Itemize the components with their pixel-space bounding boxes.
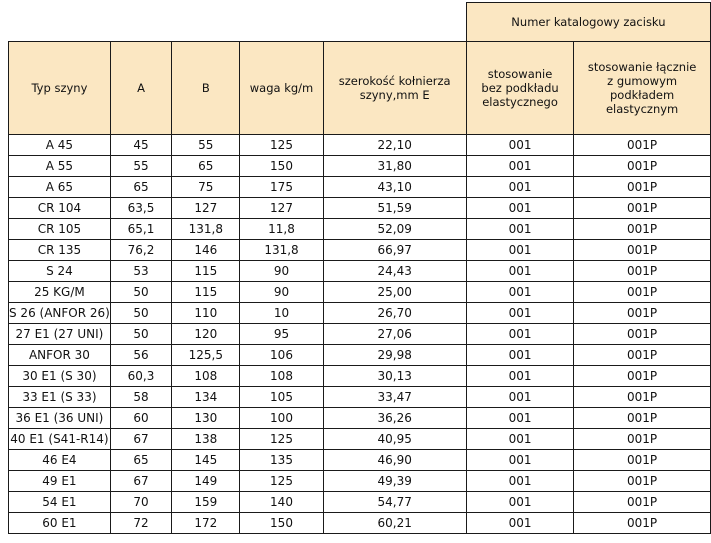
weight-cell: 125 bbox=[240, 135, 323, 156]
flange-width-cell: 49,39 bbox=[323, 471, 466, 492]
col-header-flange-width: szerokość kołnierza szyny,mm E bbox=[323, 42, 466, 135]
catalog-no-pad-cell: 001 bbox=[466, 177, 573, 198]
rail-type-cell: 40 E1 (S41-R14) bbox=[9, 429, 111, 450]
table-row bbox=[9, 366, 711, 387]
a-cell: 50 bbox=[110, 303, 171, 324]
catalog-rubber-pad-cell: 001P bbox=[574, 177, 711, 198]
rail-type-cell: 36 E1 (36 UNI) bbox=[9, 408, 111, 429]
table-row bbox=[9, 261, 711, 282]
catalog-no-pad-cell: 001 bbox=[466, 450, 573, 471]
a-cell: 67 bbox=[110, 429, 171, 450]
catalog-no-pad-cell: 001 bbox=[466, 135, 573, 156]
b-cell: 115 bbox=[172, 282, 240, 303]
rail-type-cell: 27 E1 (27 UNI) bbox=[9, 324, 111, 345]
flange-width-cell: 24,43 bbox=[323, 261, 466, 282]
flange-width-cell: 51,59 bbox=[323, 198, 466, 219]
rail-type-cell: 46 E4 bbox=[9, 450, 111, 471]
weight-cell: 90 bbox=[240, 282, 323, 303]
catalog-number-group-header: Numer katalogowy zacisku bbox=[466, 3, 710, 42]
col-header-weight: waga kg/m bbox=[240, 42, 323, 135]
weight-cell: 127 bbox=[240, 198, 323, 219]
weight-cell: 10 bbox=[240, 303, 323, 324]
b-cell: 115 bbox=[172, 261, 240, 282]
weight-cell: 100 bbox=[240, 408, 323, 429]
flange-width-cell: 30,13 bbox=[323, 366, 466, 387]
b-cell: 146 bbox=[172, 240, 240, 261]
flange-width-cell: 33,47 bbox=[323, 387, 466, 408]
a-cell: 70 bbox=[110, 492, 171, 513]
catalog-rubber-pad-cell: 001P bbox=[574, 366, 711, 387]
catalog-no-pad-cell: 001 bbox=[466, 387, 573, 408]
flange-width-cell: 22,10 bbox=[323, 135, 466, 156]
catalog-no-pad-cell: 001 bbox=[466, 366, 573, 387]
a-cell: 56 bbox=[110, 345, 171, 366]
catalog-rubber-pad-cell: 001P bbox=[574, 513, 711, 534]
b-cell: 127 bbox=[172, 198, 240, 219]
flange-width-cell: 25,00 bbox=[323, 282, 466, 303]
rail-type-cell: CR 105 bbox=[9, 219, 111, 240]
catalog-rubber-pad-cell: 001P bbox=[574, 387, 711, 408]
b-cell: 172 bbox=[172, 513, 240, 534]
rail-type-cell: 33 E1 (S 33) bbox=[9, 387, 111, 408]
a-cell: 67 bbox=[110, 471, 171, 492]
weight-cell: 140 bbox=[240, 492, 323, 513]
flange-width-cell: 66,97 bbox=[323, 240, 466, 261]
catalog-rubber-pad-cell: 001P bbox=[574, 135, 711, 156]
catalog-rubber-pad-cell: 001P bbox=[574, 450, 711, 471]
flange-width-cell: 46,90 bbox=[323, 450, 466, 471]
table-row bbox=[9, 240, 711, 261]
catalog-no-pad-cell: 001 bbox=[466, 240, 573, 261]
weight-cell: 105 bbox=[240, 387, 323, 408]
weight-cell: 108 bbox=[240, 366, 323, 387]
b-cell: 110 bbox=[172, 303, 240, 324]
a-cell: 50 bbox=[110, 324, 171, 345]
rail-type-cell: S 26 (ANFOR 26) bbox=[9, 303, 111, 324]
rail-type-cell: 30 E1 (S 30) bbox=[9, 366, 111, 387]
catalog-rubber-pad-cell: 001P bbox=[574, 156, 711, 177]
table-row bbox=[9, 135, 711, 156]
catalog-no-pad-cell: 001 bbox=[466, 282, 573, 303]
rail-type-cell: 25 KG/M bbox=[9, 282, 111, 303]
weight-cell: 150 bbox=[240, 156, 323, 177]
header-spacer bbox=[9, 3, 467, 42]
catalog-rubber-pad-cell: 001P bbox=[574, 240, 711, 261]
table-row bbox=[9, 387, 711, 408]
flange-width-cell: 54,77 bbox=[323, 492, 466, 513]
catalog-no-pad-cell: 001 bbox=[466, 198, 573, 219]
catalog-rubber-pad-cell: 001P bbox=[574, 408, 711, 429]
b-cell: 65 bbox=[172, 156, 240, 177]
table-body bbox=[9, 135, 711, 534]
weight-cell: 11,8 bbox=[240, 219, 323, 240]
catalog-rubber-pad-cell: 001P bbox=[574, 324, 711, 345]
weight-cell: 150 bbox=[240, 513, 323, 534]
catalog-rubber-pad-cell: 001P bbox=[574, 261, 711, 282]
b-cell: 55 bbox=[172, 135, 240, 156]
b-cell: 130 bbox=[172, 408, 240, 429]
rail-type-cell: CR 135 bbox=[9, 240, 111, 261]
weight-cell: 135 bbox=[240, 450, 323, 471]
table-row bbox=[9, 429, 711, 450]
catalog-no-pad-cell: 001 bbox=[466, 324, 573, 345]
catalog-no-pad-cell: 001 bbox=[466, 303, 573, 324]
catalog-rubber-pad-cell: 001P bbox=[574, 303, 711, 324]
table-row bbox=[9, 408, 711, 429]
table-row bbox=[9, 219, 711, 240]
weight-cell: 106 bbox=[240, 345, 323, 366]
catalog-rubber-pad-cell: 001P bbox=[574, 429, 711, 450]
col-header-b: B bbox=[172, 42, 240, 135]
col-header-without-pad: stosowanie bez podkładu elastycznego bbox=[466, 42, 573, 135]
b-cell: 108 bbox=[172, 366, 240, 387]
weight-cell: 131,8 bbox=[240, 240, 323, 261]
rail-type-cell: ANFOR 30 bbox=[9, 345, 111, 366]
a-cell: 65 bbox=[110, 177, 171, 198]
table-row bbox=[9, 513, 711, 534]
rail-type-cell: S 24 bbox=[9, 261, 111, 282]
a-cell: 50 bbox=[110, 282, 171, 303]
a-cell: 63,5 bbox=[110, 198, 171, 219]
a-cell: 76,2 bbox=[110, 240, 171, 261]
weight-cell: 125 bbox=[240, 429, 323, 450]
weight-cell: 90 bbox=[240, 261, 323, 282]
catalog-header-row bbox=[9, 3, 711, 42]
flange-width-cell: 60,21 bbox=[323, 513, 466, 534]
flange-width-cell: 40,95 bbox=[323, 429, 466, 450]
rail-type-cell: 49 E1 bbox=[9, 471, 111, 492]
a-cell: 53 bbox=[110, 261, 171, 282]
catalog-no-pad-cell: 001 bbox=[466, 429, 573, 450]
catalog-no-pad-cell: 001 bbox=[466, 345, 573, 366]
table-row bbox=[9, 450, 711, 471]
catalog-rubber-pad-cell: 001P bbox=[574, 198, 711, 219]
catalog-no-pad-cell: 001 bbox=[466, 492, 573, 513]
catalog-no-pad-cell: 001 bbox=[466, 219, 573, 240]
catalog-no-pad-cell: 001 bbox=[466, 471, 573, 492]
a-cell: 55 bbox=[110, 156, 171, 177]
table-row bbox=[9, 324, 711, 345]
table-row bbox=[9, 471, 711, 492]
weight-cell: 125 bbox=[240, 471, 323, 492]
flange-width-cell: 43,10 bbox=[323, 177, 466, 198]
column-header-row bbox=[9, 42, 711, 135]
b-cell: 145 bbox=[172, 450, 240, 471]
col-header-a: A bbox=[110, 42, 171, 135]
rail-type-cell: A 65 bbox=[9, 177, 111, 198]
b-cell: 75 bbox=[172, 177, 240, 198]
table-row bbox=[9, 492, 711, 513]
flange-width-cell: 52,09 bbox=[323, 219, 466, 240]
flange-width-cell: 29,98 bbox=[323, 345, 466, 366]
table-row bbox=[9, 282, 711, 303]
a-cell: 65 bbox=[110, 450, 171, 471]
rail-type-cell: 60 E1 bbox=[9, 513, 111, 534]
weight-cell: 175 bbox=[240, 177, 323, 198]
catalog-rubber-pad-cell: 001P bbox=[574, 219, 711, 240]
b-cell: 131,8 bbox=[172, 219, 240, 240]
flange-width-cell: 27,06 bbox=[323, 324, 466, 345]
catalog-no-pad-cell: 001 bbox=[466, 261, 573, 282]
a-cell: 72 bbox=[110, 513, 171, 534]
a-cell: 45 bbox=[110, 135, 171, 156]
a-cell: 60,3 bbox=[110, 366, 171, 387]
rail-type-cell: 54 E1 bbox=[9, 492, 111, 513]
b-cell: 159 bbox=[172, 492, 240, 513]
flange-width-cell: 26,70 bbox=[323, 303, 466, 324]
table-row bbox=[9, 156, 711, 177]
weight-cell: 95 bbox=[240, 324, 323, 345]
rail-clip-table bbox=[8, 2, 711, 534]
table-row bbox=[9, 177, 711, 198]
b-cell: 149 bbox=[172, 471, 240, 492]
catalog-no-pad-cell: 001 bbox=[466, 156, 573, 177]
catalog-rubber-pad-cell: 001P bbox=[574, 471, 711, 492]
a-cell: 60 bbox=[110, 408, 171, 429]
catalog-no-pad-cell: 001 bbox=[466, 513, 573, 534]
catalog-no-pad-cell: 001 bbox=[466, 408, 573, 429]
b-cell: 120 bbox=[172, 324, 240, 345]
a-cell: 58 bbox=[110, 387, 171, 408]
col-header-rail-type: Typ szyny bbox=[9, 42, 111, 135]
flange-width-cell: 31,80 bbox=[323, 156, 466, 177]
rail-type-cell: A 55 bbox=[9, 156, 111, 177]
b-cell: 134 bbox=[172, 387, 240, 408]
catalog-rubber-pad-cell: 001P bbox=[574, 345, 711, 366]
a-cell: 65,1 bbox=[110, 219, 171, 240]
col-header-with-rubber-pad: stosowanie łącznie z gumowym podkładem elastycznym bbox=[574, 42, 711, 135]
b-cell: 125,5 bbox=[172, 345, 240, 366]
table-row bbox=[9, 345, 711, 366]
b-cell: 138 bbox=[172, 429, 240, 450]
rail-type-cell: CR 104 bbox=[9, 198, 111, 219]
flange-width-cell: 36,26 bbox=[323, 408, 466, 429]
catalog-rubber-pad-cell: 001P bbox=[574, 492, 711, 513]
catalog-rubber-pad-cell: 001P bbox=[574, 282, 711, 303]
table-row bbox=[9, 198, 711, 219]
rail-type-cell: A 45 bbox=[9, 135, 111, 156]
table-row bbox=[9, 303, 711, 324]
